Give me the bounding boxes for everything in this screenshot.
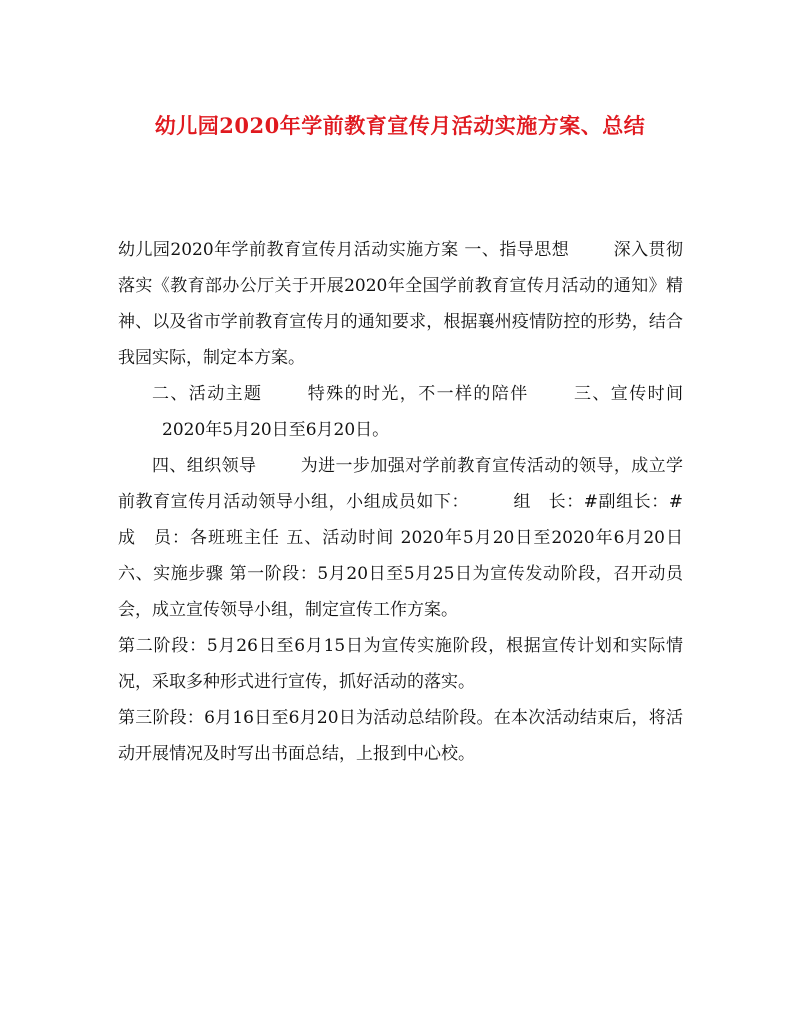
paragraph-stage-three: 第三阶段：6月16日至6月20日为活动总结阶段。在本次活动结束后，将活动开展情况及时写出书面总结，上报到中心校。 bbox=[118, 708, 683, 764]
paragraph-text: 深入贯彻落实《教育部办公厅关于开展2020年全国学前教育宣传月活动的通知》精神、以及省市学前教育宣传月的通知要求，根据襄州疫情防控的形势，结合我园实际，制定本方案。 bbox=[118, 240, 683, 368]
paragraph-text: 副组长：# 成 员：各班班主任 五、活动时间 2020年5月20日至2020年6月20日 六、实施步骤 第一阶段：5月20日至5月25日为宣传发动阶段，召开动员会，成立宣传领导小组，制定宣传工作方案。 bbox=[118, 492, 683, 620]
paragraph-guiding-ideology bbox=[118, 232, 683, 376]
paragraph-text: 2020年5月20日至6月20日。 bbox=[162, 420, 390, 440]
paragraph-text: 特殊的时光，不一样的陪伴 bbox=[306, 384, 529, 404]
paragraph-theme-and-period bbox=[118, 376, 683, 448]
document-body bbox=[118, 232, 683, 772]
paragraph-stage-two: 第二阶段：5月26日至6月15日为宣传实施阶段，根据宣传计划和实际情况，采取多种形式进行宣传，抓好活动的落实。 bbox=[118, 636, 683, 692]
paragraph-text: 四、组织领导 bbox=[152, 456, 257, 476]
paragraph-text: 二、活动主题 bbox=[152, 384, 263, 404]
paragraph-text: 三、宣传时间 bbox=[572, 384, 684, 404]
paragraph-text: 幼儿园2020年学前教育宣传月活动实施方案 一、指导思想 bbox=[118, 240, 570, 260]
paragraph-text: 为进一步加强对学前教育宣传活动的领导，成立学前教育宣传月活动领导小组，小组成员如下： bbox=[118, 456, 684, 512]
paragraph-organization bbox=[118, 448, 683, 628]
document-title: 幼儿园2020年学前教育宣传月活动实施方案、总结 bbox=[154, 113, 646, 138]
paragraph-text: 组 长：# bbox=[513, 492, 598, 512]
